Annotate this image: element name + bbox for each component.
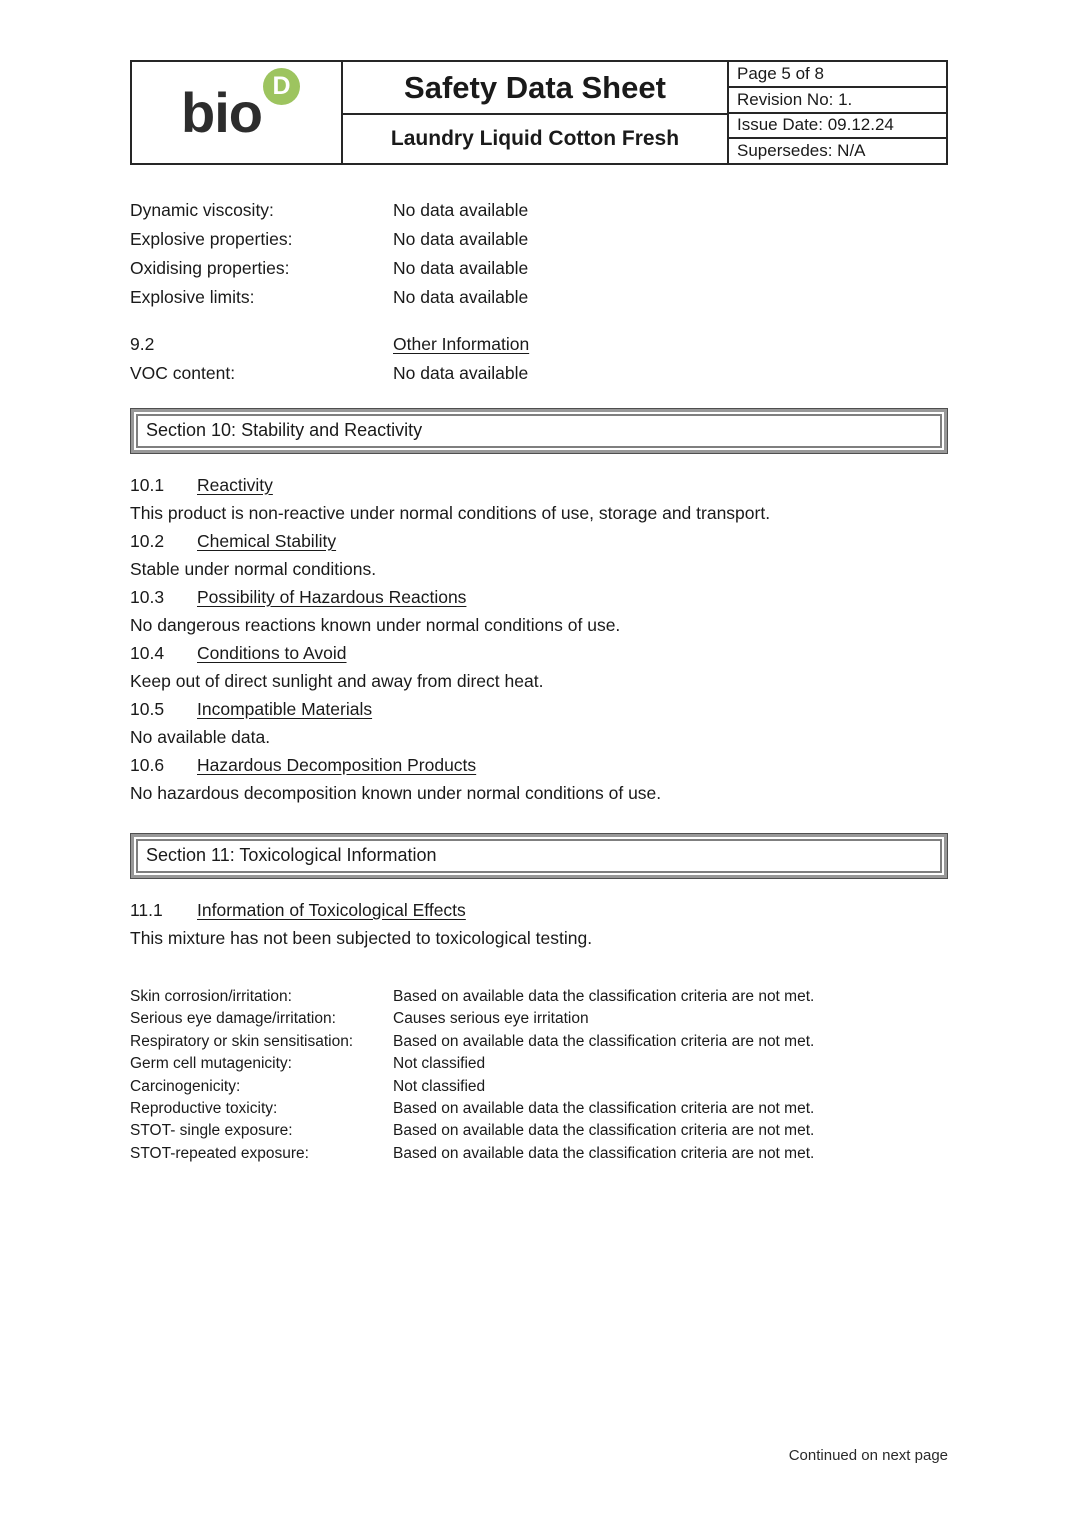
tox-row [130,1120,948,1142]
title-cell [343,62,729,163]
section-11-header-bar [130,833,948,879]
subsection-heading-row [130,639,948,667]
tox-value: Based on available data the classification criteria are not met. [393,1100,815,1118]
subsection-number: 10.5 [130,699,165,719]
supersedes: Supersedes: N/A [737,141,866,161]
logo-cell [132,62,343,163]
property-label: Explosive properties: [130,229,293,249]
property-value: No data available [393,287,529,307]
page-number: Page 5 of 8 [729,62,946,88]
subsection-heading-row [130,471,948,499]
tox-label: Respiratory or skin sensitisation: [130,1032,354,1050]
property-value: No data available [393,258,529,278]
subsection-body: Keep out of direct sunlight and away from direct heat. [130,671,544,691]
tox-label: Carcinogenicity: [130,1077,241,1095]
subsection-heading: Incompatible Materials [197,699,373,719]
tox-value: Based on available data the classification criteria are not met. [393,1122,815,1140]
subsection-heading-row [130,751,948,779]
subsection-body: This product is non-reactive under normal conditions of use, storage and transport. [130,503,771,523]
tox-value: Not classified [393,1077,486,1095]
subsection-body: No hazardous decomposition known under normal conditions of use. [130,783,662,803]
subsection-heading-row [130,896,948,924]
subsection-number: 10.1 [130,475,165,495]
tox-row [130,1031,948,1053]
property-row [130,225,948,254]
issue-date: Issue Date: 09.12.24 [729,114,946,140]
other-information-block [130,330,948,388]
physical-properties-list [130,196,948,312]
tox-label: Reproductive toxicity: [130,1100,278,1118]
subsection-heading-row [130,583,948,611]
subsection-heading: Chemical Stability [197,531,337,551]
revision-info-cell [729,62,946,163]
tox-row [130,1053,948,1075]
property-label: Explosive limits: [130,287,255,307]
subsection-number: 10.3 [130,587,165,607]
tox-row [130,1008,948,1030]
logo-bio-text: bio [181,81,262,144]
toxicology-table [130,986,948,1165]
subsection-body: This mixture has not been subjected to toxicological testing. [130,928,593,948]
section-10-header-bar [130,408,948,454]
subsection-heading-row [130,527,948,555]
property-value: No data available [393,363,529,383]
logo-d-badge-icon: D [263,68,300,105]
subsection-number: 10.4 [130,643,165,663]
subsection-heading-row [130,695,948,723]
subsection-heading: Conditions to Avoid [197,643,347,663]
tox-value: Based on available data the classification criteria are not met. [393,1032,815,1050]
tox-label: STOT-repeated exposure: [130,1144,309,1162]
tox-value: Not classified [393,1055,486,1073]
section-10-title: Section 10: Stability and Reactivity [136,414,942,448]
subsection-number: 10.6 [130,755,165,775]
tox-row [130,1143,948,1165]
property-row [130,283,948,312]
subsection-heading-row [130,330,948,359]
subsection-body: No dangerous reactions known under normal conditions of use. [130,615,621,635]
tox-row [130,1098,948,1120]
property-row [130,254,948,283]
subsection-heading: Information of Toxicological Effects [197,900,466,920]
subsection-body: No available data. [130,727,271,747]
property-row [130,359,948,388]
property-value: No data available [393,229,529,249]
subsection-number: 11.1 [130,900,163,920]
revision-number: Revision No: 1. [729,88,946,114]
tox-row [130,986,948,1008]
subsection-heading: Possibility of Hazardous Reactions [197,587,467,607]
continued-note: Continued on next page [788,1447,948,1464]
product-name: Laundry Liquid Cotton Fresh [390,127,680,150]
header-table [130,60,948,165]
property-value: No data available [393,200,529,220]
section-10-content [130,471,948,807]
tox-label: Germ cell mutagenicity: [130,1055,292,1073]
tox-label: Skin corrosion/irritation: [130,988,292,1005]
section-11-content [130,896,948,952]
subsection-heading: Other Information [393,334,530,354]
tox-value: Causes serious eye irritation [393,1010,589,1028]
subsection-heading: Hazardous Decomposition Products [197,755,477,775]
subsection-number: 9.2 [130,334,155,354]
tox-label: Serious eye damage/irritation: [130,1010,336,1028]
subsection-number: 10.2 [130,531,165,551]
tox-value: Based on available data the classification criteria are not met. [393,1144,815,1162]
document-title: Safety Data Sheet [343,62,727,115]
bio-d-logo [181,72,292,145]
property-label: Oxidising properties: [130,258,290,278]
subsection-heading: Reactivity [197,475,273,495]
section-11-title: Section 11: Toxicological Information [136,839,942,873]
property-label: VOC content: [130,363,236,383]
subsection-body: Stable under normal conditions. [130,559,377,579]
property-row [130,196,948,225]
tox-label: STOT- single exposure: [130,1122,293,1140]
tox-row [130,1076,948,1098]
property-label: Dynamic viscosity: [130,200,274,220]
tox-value: Based on available data the classification criteria are not met. [393,988,815,1005]
